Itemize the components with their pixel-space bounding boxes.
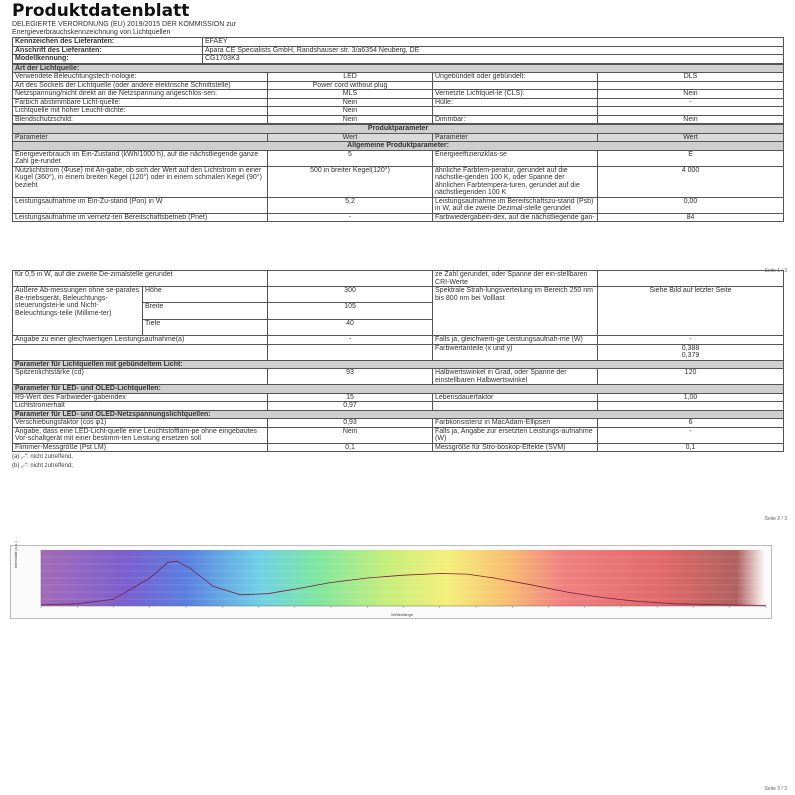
param-value: Power cord without plug	[268, 81, 433, 90]
param-value: 0,97	[268, 402, 433, 411]
param-value: Nein	[268, 98, 433, 107]
param-label	[433, 81, 598, 90]
dimension-name: Tiefe	[143, 319, 268, 335]
page-1	[12, 0, 783, 222]
param-value: 1,00	[598, 393, 784, 402]
table-row	[13, 385, 784, 394]
product-parameters-table	[12, 124, 784, 222]
section-header-dls: Parameter für Lichtquellen mit gebündeltem Licht:	[13, 360, 784, 369]
param-value: 0,1	[598, 443, 784, 452]
param-value: 0,00	[598, 197, 784, 213]
param-label: Halbwertswinkel in Grad, oder Spanne der einstellbaren Halbwertswinkel	[433, 369, 598, 385]
param-label	[13, 344, 268, 360]
param-label: Leistungsaufnahme im vernetz-ten Bereitschaftsbetrieb (Pnet)	[13, 213, 268, 222]
param-label: Leistungsaufnahme im Bereitschaftszu-stand (Psb) in W, auf die zweite Dezimal-stelle gerundet	[433, 197, 598, 213]
param-label: Angabe zu einer gleichwertigen Leistungsaufnahme(a)	[13, 336, 268, 345]
col-header-parameter-2: Parameter	[433, 133, 598, 142]
param-value: Nein	[268, 427, 433, 443]
section-header-light-source: Art der Lichtquelle:	[13, 64, 784, 73]
table-row	[13, 166, 784, 197]
param-value: 0,93	[268, 419, 433, 428]
table-row	[13, 73, 784, 82]
address-label: Anschrift des Lieferanten:	[13, 46, 203, 55]
param-label	[433, 107, 598, 116]
param-label: Farbwertanteile (x und y)	[433, 344, 598, 360]
param-label: Falls ja, Angabe zur ersetzten Leistungs-aufnahme (W)	[433, 427, 598, 443]
param-label: Netzspannung/nicht direkt an die Netzspannung angeschlos-sen:	[13, 90, 268, 99]
param-value: -	[598, 98, 784, 107]
param-label: Lebensdauerfaktor	[433, 393, 598, 402]
page-number-1: Seite 1 / 3	[764, 268, 787, 274]
param-value: LED	[268, 73, 433, 82]
param-label: für 0,5 in W, auf die zweite De-zimalstelle gerundet	[13, 271, 268, 287]
param-label: Farbich abstimmbare Licht-quelle:	[13, 98, 268, 107]
dimension-value: 105	[268, 303, 433, 319]
supplier-value: EFAEY	[203, 38, 784, 47]
subtitle-line-1: DELEGIERTE VERORDNUNG (EU) 2019/2015 DER KOMMISSION zur	[12, 21, 236, 28]
dimension-name: Breite	[143, 303, 268, 319]
param-label: Energieeffizienzklas-se	[433, 150, 598, 166]
footnote-b: (b) „-“: nicht zutreffend;	[12, 463, 73, 469]
page-title: Produktdatenblatt	[12, 1, 190, 21]
param-value: E	[598, 150, 784, 166]
table-row	[13, 427, 784, 443]
supplier-label: Kennzeichen des Lieferanten:	[13, 38, 203, 47]
table-row	[13, 90, 784, 99]
param-value: MLS	[268, 90, 433, 99]
table-row	[13, 213, 784, 222]
dimension-value: 40	[268, 319, 433, 335]
param-value: 0,1	[268, 443, 433, 452]
param-value	[598, 271, 784, 287]
param-label: Flimmer-Messgröße (Pst LM)	[13, 443, 268, 452]
param-label: Verwendete Beleuchtungstech-nologie:	[13, 73, 268, 82]
dimension-name: Höhe	[143, 287, 268, 303]
page-2-table	[12, 270, 784, 452]
param-value: Nein	[598, 90, 784, 99]
param-label: Farbwiedergabein-dex, auf die nächstliegende gan-	[433, 213, 598, 222]
param-value: 500 in breiter Kegel(120°)	[268, 166, 433, 197]
table-row	[13, 81, 784, 90]
param-value: 5,2	[268, 197, 433, 213]
col-header-value-2: Wert	[598, 133, 784, 142]
param-value: -	[268, 213, 433, 222]
table-row	[13, 344, 784, 360]
dimensions-label: Äußere Ab-messungen ohne se-parates Be-triebsgerät, Beleuchtungs-steuerungstei-le und Nicht-Beleuchtungs-teile (Millime-ter)	[13, 287, 143, 336]
spectrum-svg	[11, 546, 771, 618]
param-value: -	[598, 336, 784, 345]
spectral-distribution-chart	[10, 541, 772, 619]
param-value	[598, 402, 784, 411]
param-label: Spektrale Strah-lungsverteilung im Bereich 250 nm bis 800 nm bei Volllast	[433, 287, 598, 336]
param-label: Ungebündelt oder gebündelt:	[433, 73, 598, 82]
table-row	[13, 360, 784, 369]
param-value: Nein	[268, 115, 433, 124]
param-label: Hülle:	[433, 98, 598, 107]
param-label: Messgröße für Stro-boskop-Effekte (SVM)	[433, 443, 598, 452]
page-2	[12, 270, 783, 470]
footnote-a: (a) „-“: nicht zutreffend,	[12, 454, 73, 460]
table-row	[13, 443, 784, 452]
param-label: Leistungsaufnahme im Ein-Zu-stand (Pon) in W	[13, 197, 268, 213]
param-label: Angabe, dass eine LED-Licht-quelle eine Leuchtstofflam-pe ohne eingebautes Vor-schaltgerät mit einer bestimm-ten Leistung ersetzen soll	[13, 427, 268, 443]
param-value: 6	[598, 419, 784, 428]
y-axis-label: Intensität (a.u.)	[13, 541, 18, 568]
table-row	[13, 271, 784, 287]
param-value: Siehe Bild auf letzter Seite	[598, 287, 784, 336]
param-value: 84	[598, 213, 784, 222]
param-label: Dimmbar:	[433, 115, 598, 124]
param-value: 0,388 0,379	[598, 344, 784, 360]
light-source-type-table	[12, 64, 784, 125]
model-label: Modellkennung:	[13, 55, 203, 64]
table-row	[13, 197, 784, 213]
table-row	[13, 150, 784, 166]
page-number-3: Seite 3 / 3	[764, 786, 787, 792]
table-row	[13, 410, 784, 419]
param-label: Falls ja, gleichwerti-ge Leistungsaufnah-me (W)	[433, 336, 598, 345]
param-label: Art des Sockels der Lichtquelle (oder andere elektrische Schnittstelle)	[13, 81, 268, 90]
col-header-parameter: Parameter	[13, 133, 268, 142]
table-row	[13, 287, 784, 303]
table-row	[13, 98, 784, 107]
supplier-table	[12, 37, 784, 64]
param-label: Lichtquelle mit hoher Leucht-dichte:	[13, 107, 268, 116]
page-number-2: Seite 2 / 3	[764, 516, 787, 522]
param-value: -	[598, 427, 784, 443]
param-value	[598, 81, 784, 90]
param-value: -	[268, 336, 433, 345]
param-value	[598, 107, 784, 116]
section-header-product-params: Produktparameter	[13, 125, 784, 134]
param-value: 120	[598, 369, 784, 385]
table-row	[13, 402, 784, 411]
x-axis-label: Wellenlänge	[391, 612, 413, 617]
param-label: Nutzlichtstrom (Φuse) mit An-gabe, ob sich der Wert auf den Lichtstrom in einer Kugel (360°), in einem breiten Kegel (120°) oder in einem schmalen Kegel (90°) bezieht	[13, 166, 268, 197]
col-header-value: Wert	[268, 133, 433, 142]
param-label: Vernetzte Lichtquel-le (CLS):	[433, 90, 598, 99]
table-row	[13, 107, 784, 116]
table-row	[13, 336, 784, 345]
param-value	[268, 344, 433, 360]
section-header-mains: Parameter für LED- und OLED-Netzspannungslichtquellen:	[13, 410, 784, 419]
param-value: 15	[268, 393, 433, 402]
param-value	[268, 271, 433, 287]
param-label: Blendschutzschild:	[13, 115, 268, 124]
param-label: Verschiebungsfaktor (cos φ1)	[13, 419, 268, 428]
table-row	[13, 393, 784, 402]
param-value: DLS	[598, 73, 784, 82]
table-row	[13, 369, 784, 385]
table-row	[13, 115, 784, 124]
model-value: CG1703K3	[203, 55, 784, 64]
param-value: Nein	[268, 107, 433, 116]
section-header-led: Parameter für LED- und OLED-Lichtquellen:	[13, 385, 784, 394]
dimension-value: 300	[268, 287, 433, 303]
param-label: R9-Wert des Farbwieder-gabeindex	[13, 393, 268, 402]
param-label: Farbkonsistenz in MacAdam-Ellipsen	[433, 419, 598, 428]
param-label: ähnliche Farbtem-peratur, gerundet auf die nächstlie-genden 100 K, oder Spanne der ähnlichen Farbtempera-turen, gerundet auf die nächstliegenden 100 K	[433, 166, 598, 197]
param-label: Lichtstromerhalt	[13, 402, 268, 411]
subtitle-line-2: Energieverbrauchskennzeichnung von Lichtquellen	[12, 29, 171, 36]
table-row	[13, 419, 784, 428]
param-value: 4 000	[598, 166, 784, 197]
param-label: Energieverbrauch im Ein-Zustand (kWh/1000 h), auf die nächstliegende ganze Zahl ge-rundet	[13, 150, 268, 166]
section-header-general: Allgemeine Produktparameter:	[13, 142, 784, 151]
param-label: Spitzenlichtstärke (cd)	[13, 369, 268, 385]
param-value: Nein	[598, 115, 784, 124]
param-value: 5	[268, 150, 433, 166]
address-value: Apara CE Specialists GmbH, Randshauser str. 3/a6354 Neuberg, DE	[203, 46, 784, 55]
param-value: 93	[268, 369, 433, 385]
param-label	[433, 402, 598, 411]
param-label: ze Zahl gerundet, oder Spanne der ein-stellbaren CRI-Werte	[433, 271, 598, 287]
